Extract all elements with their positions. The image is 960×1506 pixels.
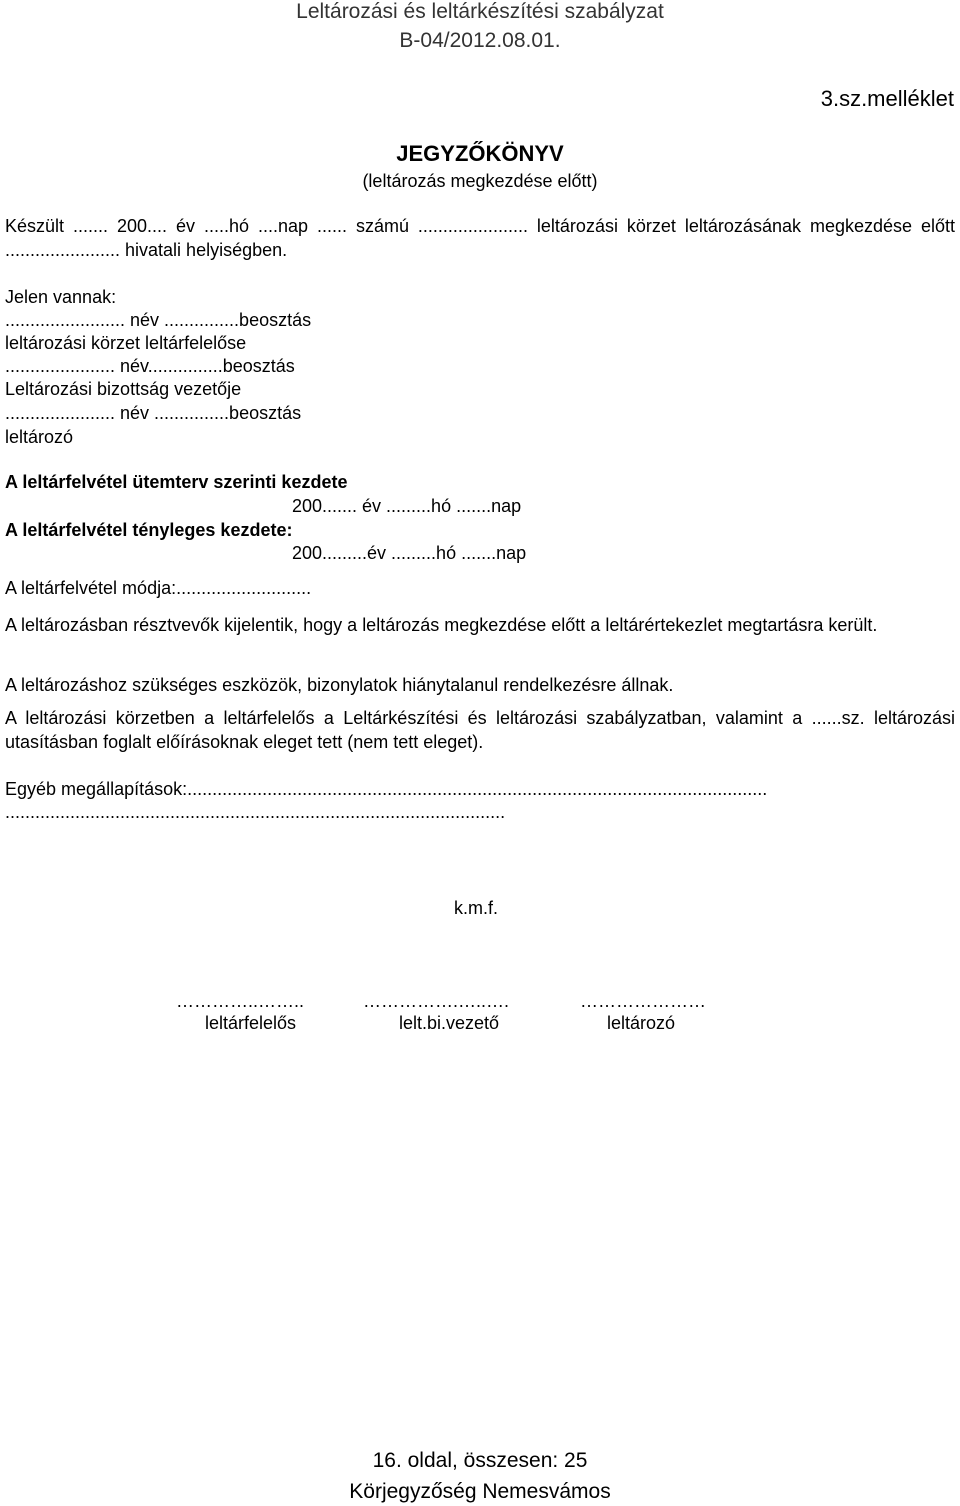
statement-1: A leltározásban résztvevők kijelentik, hogy a leltározás megkezdése előtt a leltárértekezlet megtartásra került. — [5, 615, 878, 635]
present-row-6: leltározó — [5, 427, 74, 447]
present-row-5: ...................... név ...............beosztás — [5, 403, 302, 423]
signature-dots-2: …………….…..…. — [363, 991, 510, 1011]
present-row-1: ........................ név ...............beosztás — [5, 310, 312, 330]
footer-page-number: 16. oldal, összesen: 25 — [372, 1449, 588, 1472]
statement-2: A leltározáshoz szükséges eszközök, bizonylatok hiánytalanul rendelkezésre állnak. — [5, 675, 674, 695]
header-title: Leltározási és leltárkészítési szabályzat — [296, 0, 664, 23]
actual-start-label: A leltárfelvétel tényleges kezdete: — [5, 520, 293, 540]
document-subtitle: (leltározás megkezdése előtt) — [362, 171, 598, 191]
planned-start-label: A leltárfelvétel ütemterv szerinti kezdete — [5, 472, 348, 492]
document-title: JEGYZŐKÖNYV — [396, 141, 564, 166]
actual-start-date: 200.........év .........hó .......nap — [292, 543, 527, 563]
signature-dots-1: …………..…….. — [176, 991, 305, 1011]
present-row-4: Leltározási bizottság vezetője — [5, 379, 242, 399]
present-row-2: leltározási körzet leltárfelelőse — [5, 333, 247, 353]
footer-organization: Körjegyzőség Nemesvámos — [349, 1480, 611, 1503]
signature-role-3: leltározó — [607, 1013, 676, 1033]
planned-start-date: 200....... év .........hó .......nap — [292, 496, 522, 516]
other-findings-line-1: Egyéb megállapítások:.................................................................................................................... — [5, 779, 768, 799]
method-line: A leltárfelvétel módja:........................... — [5, 578, 312, 598]
annex-label: 3.sz.melléklet — [820, 86, 954, 111]
header-code: B-04/2012.08.01. — [399, 29, 561, 52]
other-findings-line-2: .................................................................................................... — [5, 802, 506, 822]
kmf-label: k.m.f. — [454, 898, 498, 918]
present-label: Jelen vannak: — [5, 287, 117, 307]
present-row-3: ...................... név...............beosztás — [5, 356, 295, 376]
signature-role-2: lelt.bi.vezető — [399, 1013, 500, 1033]
signature-dots-3: ………………… — [580, 991, 706, 1011]
intro-paragraph: Készült ....... 200.... év .....hó ....nap ...... számú ...................... leltározási körzet leltározásának megkezdése előtt ....................... hivatali helyiségben. — [5, 216, 955, 260]
statement-3: A leltározási körzetben a leltárfelelős a Leltárkészítési és leltározási szabályzatban, valamint a ......sz. leltározási utasításban foglalt előírásoknak eleget tett (nem tett eleget). — [5, 708, 955, 752]
signature-role-1: leltárfelelős — [205, 1013, 297, 1033]
